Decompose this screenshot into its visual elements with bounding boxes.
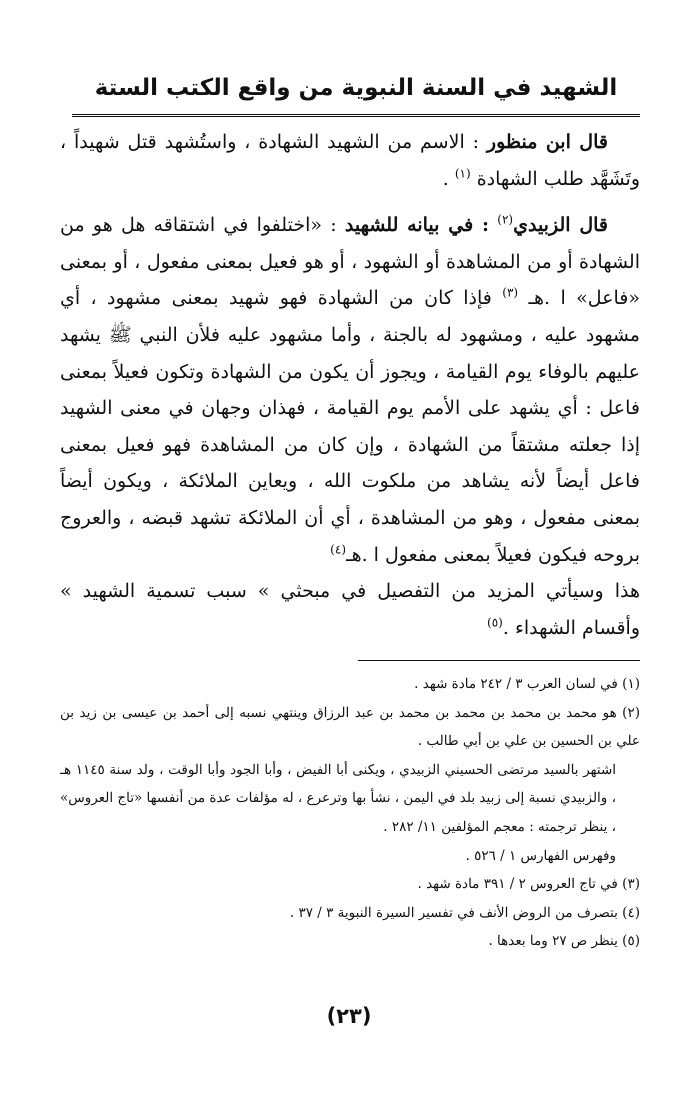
paragraph-ibn-manzur (60, 124, 640, 197)
paragraph-text: : الاسم من الشهيد الشهادة ، واستُشهد قتل شهيداً ، وتَشَهَّد طلب الشهادة (60, 131, 640, 190)
footnote-text: بتصرف من الروض الأنف في تفسير السيرة النبوية ٣ / ٣٧ . (289, 904, 618, 921)
footnote-text: هو محمد بن محمد بن محمد بن محمد بن عبد الرزاق وينتهي نسبه إلى أحمد بن عيسى بن زيد بن علي بن الحسين بن علي بن أبي طالب . (60, 704, 640, 750)
footnote-ref-1[interactable]: (١) (454, 166, 471, 181)
footnote-number: (٢) (622, 704, 640, 721)
footnote-2 (60, 699, 640, 756)
footnote-text: في تاج العروس ٢ / ٣٩١ مادة شهد . (417, 876, 618, 893)
page-number: (٢٣) (326, 1004, 372, 1028)
header-rule (72, 114, 640, 117)
paragraph-text: فإذا كان من الشهادة فهو شهيد بمعنى مشهود ، أي مشهود عليه ، ومشهود له بالجنة ، وأما مشهود عليه فلأن النبي ﷺ يشهد عليهم بالوفاء يوم القيامة ، ويجوز أن يكون من الشهادة وتكون فعيلاً بمعنى فاعل : أي يشهد على الأمم يوم القيامة ، فهذان وجهان في معنى الشهيد إذا جعلته مشتقاً من الشهادة ، وإن كان من المشاهدة فهو فعيل بمعنى فاعل أيضاً لأنه يشاهد من ملكوت الله ، ويعاين الملائكة ، ويكون أيضاً بمعنى مفعول ، وهو من المشاهدة ، أي أن الملائكة تشهد قبضه ، والعروج بروحه فيكون فعيلاً بمعنى مفعول ا .هـ (60, 287, 640, 566)
speaker-ibn-manzur: قال ابن منظور (486, 131, 608, 153)
paragraph-closing (60, 573, 640, 646)
footnote-ref-2[interactable]: (٢) (497, 212, 514, 227)
running-header: الشهيد في السنة النبوية من واقع الكتب الستة (94, 75, 618, 101)
footnote-text: اشتهر بالسيد مرتضى الحسيني الزبيدي ، ويكنى أبا الفيض ، وأبا الجود وأبا الوقت ، ولد سنة ١١٤٥ هـ ، والزبيدي نسبة إلى زبيد بلد في اليمن ، نشأ بها وترعرع ، له مؤلفات عدة من أنفسها «تاج العروس» ، ينظر ترجمته : معجم المؤلفين ١١/ ٢٨٢ . (60, 761, 617, 835)
footnote-ref-4[interactable]: (٤) (330, 542, 346, 557)
footnote-5 (60, 927, 640, 956)
footnote-2-biography (60, 756, 640, 842)
speaker-zubaydi-tail: : في بيانه للشهيد (344, 214, 490, 237)
paragraph-end: . (502, 616, 509, 639)
footnote-number: (١) (622, 676, 640, 692)
footnote-ref-3[interactable]: (٣) (502, 286, 519, 301)
footnote-separator (358, 660, 640, 661)
footnote-3 (60, 870, 640, 899)
footnote-2-reference (60, 842, 640, 871)
footnote-4 (60, 899, 640, 928)
footnote-number: (٣) (622, 876, 640, 893)
paragraph-zubaydi (60, 207, 640, 573)
footnote-text: وفهرس الفهارس ١ / ٥٢٦ . (465, 847, 616, 864)
footnote-text: ينظر ص ٢٧ وما بعدها . (488, 933, 618, 950)
main-text (60, 124, 640, 646)
paragraph-text: : «اختلفوا في اشتقاقه هل هو من الشهادة أو من المشاهدة أو الشهود ، أو هو فعيل بمعنى مفعول ، أو بمعنى «فاعل» ا .هـ (60, 214, 640, 310)
footnote-number: (٤) (622, 904, 640, 921)
footnote-number: (٥) (622, 933, 640, 950)
paragraph-end: . (442, 167, 449, 190)
footnote-ref-5[interactable]: (٥) (487, 615, 503, 630)
speaker-zubaydi: قال الزبيدي (513, 214, 609, 237)
footnote-text: في لسان العرب ٣ / ٢٤٢ مادة شهد . (414, 676, 618, 692)
footnote-1 (60, 670, 640, 699)
footnotes (60, 670, 640, 956)
paragraph-text: هذا وسيأتي المزيد من التفصيل في مبحثي » سبب تسمية الشهيد » وأقسام الشهداء (60, 580, 640, 639)
